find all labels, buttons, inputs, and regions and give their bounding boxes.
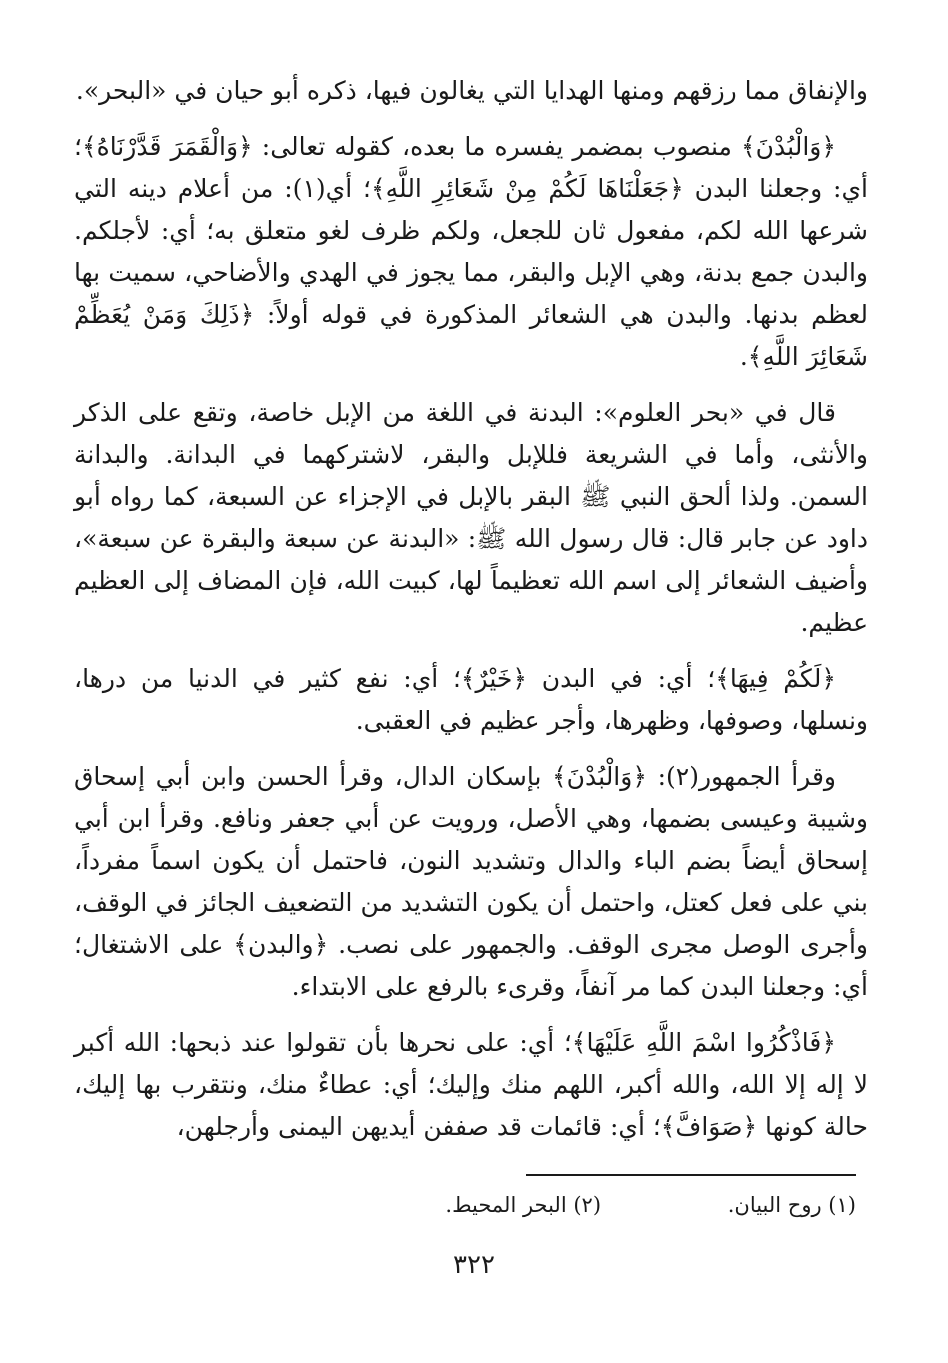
paragraph-3: قال في «بحر العلوم»: البدنة في اللغة من الإبل خاصة، وتقع على الذكر والأنثى، وأما في الشريعة فللإبل والبقر، لاشتركهما في البدانة. والبدانة السمن. ولذا ألحق النبي ﷺ البقر بالإبل في الإجزاء عن السبعة، كما رواه أبو داود عن جابر قال: قال رسول الله ﷺ: «البدنة عن سبعة والبقرة عن سبعة»، وأضيف الشعائر إلى اسم الله تعظيماً لها، كبيت الله، فإن المضاف إلى العظيم عظيم. <box>74 398 868 637</box>
main-text <box>74 70 868 1162</box>
paragraph-5: وقرأ الجمهور(٢): ﴿وَالْبُدْنَ﴾ بإسكان الدال، وقرأ الحسن وابن أبي إسحاق وشيبة وعيسى بضمها، وهي الأصل، ورويت عن أبي جعفر ونافع. وقرأ ابن أبي إسحاق أيضاً بضم الباء والدال وتشديد النون، فاحتمل أن يكون اسماً مفرداً، بني على فعل كعتل، واحتمل أن يكون التشديد من التضعيف الجائز في الوقف، وأجرى الوصل مجرى الوقف. والجمهور على نصب. ﴿والبدن﴾ على الاشتغال؛ أي: وجعلنا البدن كما مر آنفاً، وقرىء بالرفع على الابتداء. <box>74 762 868 1001</box>
paragraph-6: ﴿فَاذْكُرُوا اسْمَ اللَّهِ عَلَيْهَا﴾؛ أي: على نحرها بأن تقولوا عند ذبحها: الله أكبر لا إله إلا الله، والله أكبر، اللهم منك وإليك؛ أي: عطاءٌ منك، ونتقرب بها إليك، حالة كونها ﴿صَوَافَّ﴾؛ أي: قائمات قد صففن أيديهن اليمنى وأرجلهن، <box>74 1028 868 1141</box>
footnote-separator <box>526 1174 856 1176</box>
page-number: ٣٢٢ <box>453 1250 495 1280</box>
footnotes <box>90 1188 856 1222</box>
paragraph-4: ﴿لَكُمْ فِيهَا﴾؛ أي: في البدن ﴿خَيْرٌ﴾؛ أي: نفع كثير في الدنيا من درها، ونسلها، وصوفها، وظهرها، وأجر عظيم في العقبى. <box>74 664 868 735</box>
paragraph-2: ﴿وَالْبُدْنَ﴾ منصوب بمضمر يفسره ما بعده، كقوله تعالى: ﴿وَالْقَمَرَ قَدَّرْنَاهُ﴾؛ أي: وجعلنا البدن ﴿جَعَلْنَاهَا لَكُمْ مِنْ شَعَائِرِ اللَّهِ﴾؛ أي(١): من أعلام دينه التي شرعها الله لكم، مفعول ثان للجعل، ولكم ظرف لغو متعلق به؛ أي: لأجلكم. والبدن جمع بدنة، وهي الإبل والبقر، مما يجوز في الهدي والأضاحي، سميت بها لعظم بدنها. والبدن هي الشعائر المذكورة في قوله أولاً: ﴿ذَلِكَ وَمَنْ يُعَظِّمْ شَعَائِرَ اللَّهِ﴾. <box>74 132 868 371</box>
paragraph-1: والإنفاق مما رزقهم ومنها الهدايا التي يغالون فيها، ذكره أبو حيان في «البحر». <box>75 76 868 105</box>
footnote-2: (٢) البحر المحيط. <box>445 1193 602 1217</box>
footnote-1: (١) روح البيان. <box>727 1193 856 1217</box>
